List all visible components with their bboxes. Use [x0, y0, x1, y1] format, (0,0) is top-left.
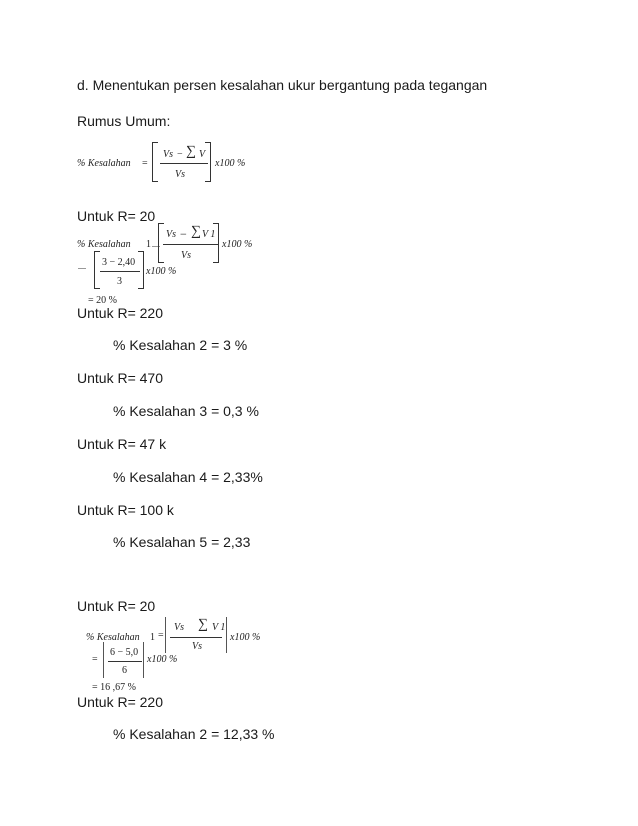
substitution-denominator: 3 — [117, 276, 122, 287]
result-value: % Kesalahan 2 = 3 % — [113, 337, 248, 353]
multiplier: x100 % — [215, 158, 246, 169]
denominator-vs: Vs — [192, 641, 202, 652]
numerator-v: V — [199, 149, 206, 160]
numerator-vs: Vs — [166, 229, 176, 240]
section-heading: d. Menentukan persen kesalahan ukur bergantung pada tegangan — [77, 77, 488, 93]
left-bracket — [103, 642, 104, 678]
left-bracket — [165, 617, 166, 653]
result-value: % Kesalahan 2 = 12,33 % — [113, 726, 275, 742]
formula-result: = 16 ,67 % — [92, 682, 136, 693]
section-heading: Untuk R= 220 — [77, 694, 163, 710]
formula-equals: = — [92, 654, 98, 665]
substitution-numerator: 3 − 2,40 — [102, 257, 136, 268]
section-heading: Untuk R= 470 — [77, 370, 163, 386]
numerator-v: V 1 — [212, 622, 226, 633]
right-bracket — [213, 223, 219, 263]
right-bracket — [226, 617, 227, 653]
numerator-v: V 1 — [202, 229, 216, 240]
left-bracket — [94, 251, 100, 289]
multiplier: x100 % — [230, 632, 261, 643]
sigma-icon: ∑ — [186, 144, 196, 159]
formula-result: = 20 % — [88, 295, 117, 306]
numerator-vs: Vs — [163, 149, 173, 160]
sigma-icon: ∑ — [198, 617, 208, 632]
right-bracket — [143, 642, 144, 678]
result-value: % Kesalahan 3 = 0,3 % — [113, 403, 259, 419]
section-heading: Untuk R= 220 — [77, 305, 163, 321]
fraction-bar — [100, 271, 140, 272]
left-bracket — [152, 142, 158, 182]
right-bracket — [205, 142, 211, 182]
sigma-icon: ∑ — [191, 224, 201, 239]
section-heading: Untuk R= 20 — [77, 208, 156, 224]
multiplier: x100 % — [222, 239, 253, 250]
section-heading: Untuk R= 47 k — [77, 436, 167, 452]
fraction-bar — [108, 661, 142, 662]
formula-index: 1 — [146, 239, 151, 250]
section-heading: Untuk R= 20 — [77, 598, 156, 614]
formula-index: 1 — [150, 632, 155, 643]
substitution-denominator: 6 — [122, 665, 127, 676]
fraction-bar — [163, 244, 218, 245]
left-bracket — [158, 223, 164, 263]
formula-equals: = — [158, 630, 164, 641]
substitution-numerator: 6 − 5,0 — [110, 647, 139, 658]
fraction-bar — [170, 637, 222, 638]
minus-sign: − — [180, 227, 187, 241]
section-heading: Untuk R= 100 k — [77, 502, 174, 518]
fraction-bar — [160, 163, 208, 164]
result-value: % Kesalahan 5 = 2,33 — [113, 534, 251, 550]
formula-equals: = — [142, 158, 148, 169]
minus-sign: − — [177, 149, 183, 160]
formula-lhs: % Kesalahan — [77, 239, 131, 250]
formula-lhs: % Kesalahan — [86, 632, 140, 643]
right-bracket — [138, 251, 144, 289]
multiplier: x100 % — [147, 654, 178, 665]
multiplier: x100 % — [146, 266, 177, 277]
denominator-vs: Vs — [181, 250, 191, 261]
formula-label: Rumus Umum: — [77, 113, 171, 129]
formula-lhs: % Kesalahan — [77, 158, 131, 169]
equals-stub — [78, 268, 86, 269]
denominator-vs: Vs — [175, 169, 185, 180]
result-value: % Kesalahan 4 = 2,33% — [113, 469, 263, 485]
numerator-vs: Vs — [174, 622, 184, 633]
